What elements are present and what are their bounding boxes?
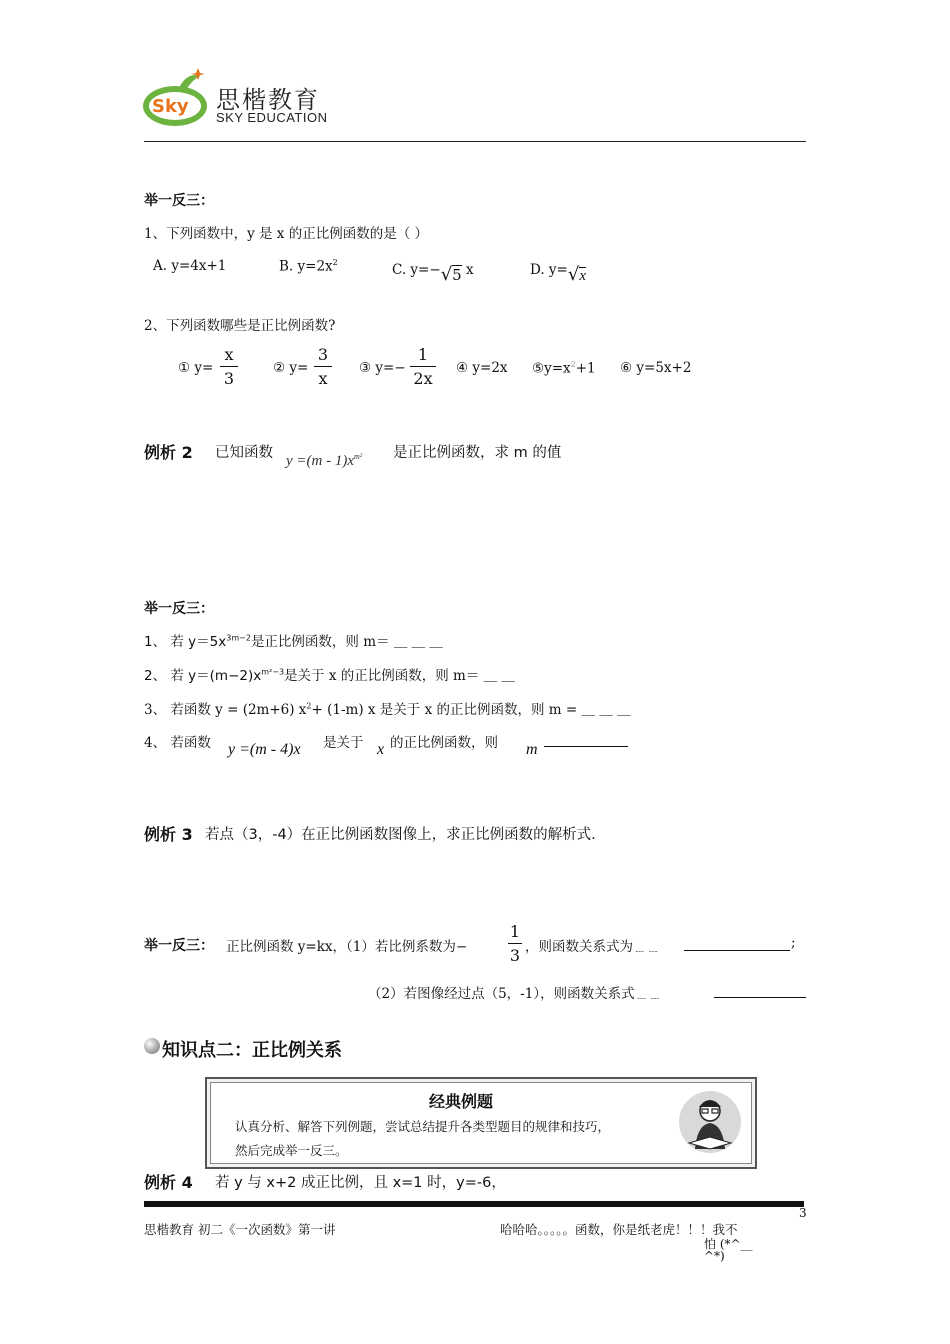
- example-2-post: 是正比例函数，求 m 的值: [393, 445, 562, 461]
- s2-problem-2: [144, 664, 515, 684]
- q1-option-d-radicand: x: [579, 268, 587, 284]
- sqrt-icon: √: [440, 264, 453, 285]
- q2-item-5-post: +1: [575, 360, 596, 377]
- q2-item-3-fraction: [410, 345, 436, 388]
- fraction-numerator: 3: [317, 345, 329, 364]
- footer-left: 思楷教育 初二《一次函数》第一讲: [144, 1222, 336, 1237]
- q1-option-b-text: B. y=2x: [279, 258, 333, 275]
- s2-problem-2-pre: 2、 若 y＝(m−2)x: [144, 668, 262, 684]
- q1-option-a: A. y=4x+1: [153, 258, 227, 274]
- q2-item-5-sup: 2: [570, 360, 576, 369]
- q2-item-6: ⑥ y=5x+2: [620, 360, 692, 376]
- classic-example-box: [205, 1077, 757, 1169]
- s2-problem-4-pre: 4、 若函数: [144, 735, 211, 751]
- brand-cn: 思楷教育: [216, 86, 320, 114]
- q2-item-4: ④ y=2x: [456, 360, 508, 376]
- q1-stem: 1、下列函数中，y 是 x 的正比例函数的是（ ）: [144, 226, 428, 242]
- s2-problem-3-post: + (1-m) x 是关于 x 的正比例函数，则 m = ＿ ＿ ＿: [311, 702, 631, 718]
- s2-problem-3-sup: 2: [306, 701, 312, 711]
- s2-problem-1-post: 是正比例函数，则 m＝ ＿ ＿ ＿: [250, 634, 443, 650]
- s2-problem-1-sup: 3m−2: [226, 633, 251, 643]
- brand-en: SKY EDUCATION: [216, 110, 328, 125]
- q2-item-2-label: ② y=: [273, 360, 309, 376]
- s2-problem-4-x: x: [377, 741, 385, 758]
- sqrt-icon: √: [567, 264, 580, 285]
- answer-blank: [544, 746, 628, 747]
- classic-box-line-1: 认真分析、解答下列例题，尝试总结提升各类型题目的规律和技巧，: [235, 1119, 611, 1134]
- footer-right-line-3: ^*): [704, 1249, 725, 1263]
- classic-box-line-2: 然后完成举一反三。: [235, 1143, 348, 1158]
- example-2-label: 例析 2: [144, 443, 193, 462]
- example-2-pre: 已知函数: [215, 445, 273, 461]
- logo: [142, 64, 328, 130]
- s3-line-1-pre: 正比例函数 y=kx，（1）若比例系数为−: [226, 939, 468, 955]
- fraction-numerator: 1: [417, 345, 429, 364]
- s3-line-1-post: ，则函数关系式为﹍﹍: [525, 939, 660, 955]
- footer-rule: [144, 1201, 804, 1207]
- s2-problem-3-pre: 3、 若函数 y = (2m+6) x: [144, 702, 307, 718]
- q2-stem: 2、下列函数哪些是正比例函数?: [144, 318, 336, 334]
- logo-mark-icon: [142, 66, 212, 130]
- q2-item-2-fraction: [314, 345, 332, 388]
- q2-item-5: [532, 360, 596, 377]
- example-3-text: 若点（3，-4）在正比例函数图像上，求正比例函数的解析式.: [205, 827, 596, 843]
- answer-blank: [684, 950, 790, 951]
- q1-option-d: [530, 258, 587, 285]
- section-title: 举一反三：: [144, 193, 214, 209]
- s3-line-2: （2）若图像经过点（5，-1），则函数关系式﹍﹍: [368, 986, 662, 1002]
- q2-item-1-label: ① y=: [178, 360, 214, 376]
- example-4-label: 例析 4: [144, 1173, 193, 1192]
- s2-problem-1-pre: 1、 若 y＝5x: [144, 634, 227, 650]
- knowledge-title: 知识点二：正比例关系: [162, 1040, 342, 1061]
- fraction-denominator: x: [318, 369, 328, 388]
- q1-option-c: [392, 258, 474, 285]
- fraction-denominator: 3: [509, 946, 521, 965]
- knowledge-bullet-icon: [144, 1038, 160, 1054]
- example-2-formula-text: y =(m - 1)x: [286, 453, 355, 469]
- answer-blank: [714, 997, 806, 998]
- q2-item-5-text: ⑤y=x: [532, 360, 571, 377]
- s2-problem-2-sup: m²−3: [261, 667, 285, 677]
- s2-problem-4-formula: y =(m - 4)x: [228, 741, 301, 758]
- section-title: 举一反三：: [144, 938, 214, 954]
- section-title: 举一反三：: [144, 601, 214, 617]
- q1-option-b-sup: 2: [332, 258, 338, 267]
- page-number: 3: [799, 1206, 807, 1220]
- example-3-label: 例析 3: [144, 825, 193, 844]
- q1-option-c-text: C. y=−: [392, 262, 441, 278]
- q1-option-c-x: x: [466, 262, 474, 278]
- q2-item-3-label: ③ y=−: [359, 360, 406, 376]
- s2-problem-4-post: 的正比例函数，则: [390, 735, 498, 751]
- svg-text:Sky: Sky: [152, 96, 189, 117]
- header-rule: [144, 141, 806, 142]
- fraction-numerator: 1: [509, 922, 521, 941]
- fraction-denominator: 2x: [413, 369, 433, 388]
- classic-box-title: 经典例题: [429, 1092, 494, 1111]
- q1-option-d-text: D. y=: [530, 262, 568, 278]
- example-4-text: 若 y 与 x+2 成正比例，且 x=1 时，y=-6，: [215, 1175, 506, 1191]
- s2-problem-4-m: m: [526, 741, 538, 758]
- teacher-reading-icon: [677, 1089, 743, 1155]
- s2-problem-2-post: 是关于 x 的正比例函数，则 m＝ ＿ ＿: [284, 668, 515, 684]
- s3-line-1-end: ;: [791, 935, 796, 951]
- q2-item-1-fraction: [220, 345, 238, 388]
- q1-option-c-radicand: 5: [452, 266, 462, 284]
- example-2-formula-sup: m²: [354, 452, 363, 461]
- example-2-formula: [286, 452, 362, 470]
- footer-right-line-1: 哈哈哈。。。。。函数，你是纸老虎！！！我不: [500, 1222, 738, 1237]
- s2-problem-4-mid: 是关于: [323, 735, 364, 751]
- footer-right-line-2: 怕 (*^__: [704, 1237, 753, 1251]
- fraction-numerator: x: [224, 345, 234, 364]
- s3-fraction: [508, 922, 522, 965]
- s2-problem-3: [144, 698, 631, 718]
- q1-option-b: [279, 258, 338, 275]
- s2-problem-1: [144, 630, 443, 650]
- fraction-denominator: 3: [223, 369, 235, 388]
